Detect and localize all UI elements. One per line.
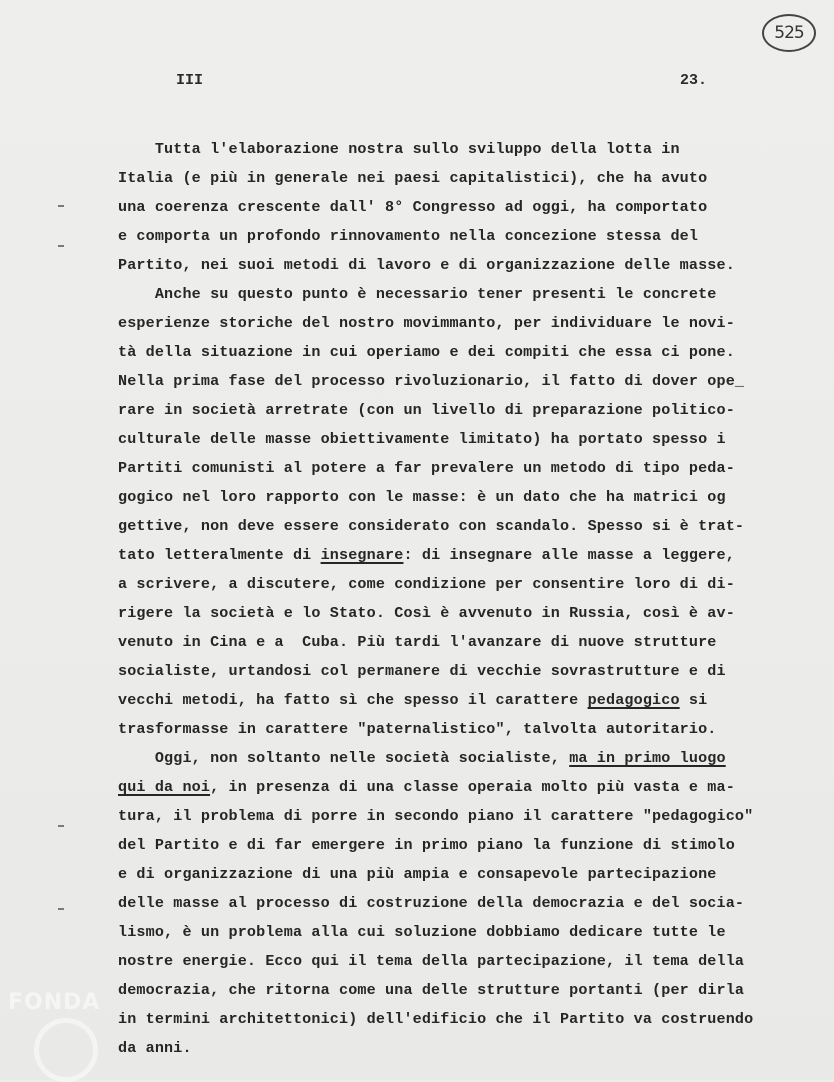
text-line: una coerenza crescente dall' 8° Congresso ad oggi, ha comportato [118, 198, 708, 216]
text-line: nostre energie. Ecco qui il tema della partecipazione, il tema della [118, 952, 745, 970]
text-line: da anni. [118, 1039, 192, 1057]
text-line: tura, il problema di porre in secondo piano il carattere "pedagogico" [118, 807, 754, 825]
typed-text-body [118, 139, 778, 1067]
text-line: esperienze storiche del nostro movimmanto, per individuare le novi- [118, 314, 735, 332]
text-line: rigere la società e lo Stato. Così è avvenuto in Russia, così è av- [118, 604, 735, 622]
text-line: Oggi, non soltanto nelle società socialiste, ma in primo luogo [118, 749, 726, 767]
text-line: e di organizzazione di una più ampia e consapevole partecipazione [118, 865, 717, 883]
watermark-logo-icon [34, 1018, 98, 1082]
underlined-phrase: ma in primo luogo [569, 749, 726, 767]
underlined-phrase: pedagogico [587, 691, 680, 709]
text-line: culturale delle masse obiettivamente limitato) ha portato spesso i [118, 430, 726, 448]
text-line: democrazia, che ritorna come una delle strutture portanti (per dirla [118, 981, 745, 999]
underlined-phrase: qui da noi [118, 778, 211, 796]
text-line: venuto in Cina e a Cuba. Più tardi l'avanzare di nuove strutture [118, 633, 717, 651]
margin-mark [58, 908, 64, 910]
text-line: rare in società arretrate (con un livello di preparazione politico- [118, 401, 735, 419]
page-number: 23. [680, 72, 708, 89]
text-line: vecchi metodi, ha fatto sì che spesso il carattere pedagogico si [118, 691, 708, 709]
text-line: del Partito e di far emergere in primo piano la funzione di stimolo [118, 836, 735, 854]
text-line: Partito, nei suoi metodi di lavoro e di organizzazione delle masse. [118, 256, 735, 274]
text-line: Anche su questo punto è necessario tener presenti le concrete [118, 285, 717, 303]
text-line: trasformasse in carattere "paternalistico", talvolta autoritario. [118, 720, 717, 738]
text-line: in termini architettonici) dell'edificio che il Partito va costruendo [118, 1010, 754, 1028]
margin-mark [58, 825, 64, 827]
text-line: qui da noi, in presenza di una classe operaia molto più vasta e ma- [118, 778, 735, 796]
text-line: tato letteralmente di insegnare: di insegnare alle masse a leggere, [118, 546, 735, 564]
text-line: Partiti comunisti al potere a far prevalere un metodo di tipo peda- [118, 459, 735, 477]
archive-page-number: 525 [762, 14, 816, 52]
archive-watermark: FONDA [8, 990, 101, 1015]
text-line: socialiste, urtandosi col permanere di vecchie sovrastrutture e di [118, 662, 726, 680]
text-line: Nella prima fase del processo rivoluzionario, il fatto di dover ope_ [118, 372, 745, 390]
margin-mark [58, 245, 64, 247]
text-line: Italia (e più in generale nei paesi capitalistici), che ha avuto [118, 169, 708, 187]
text-line: gettive, non deve essere considerato con scandalo. Spesso si è trat- [118, 517, 745, 535]
text-line: delle masse al processo di costruzione della democrazia e del socia- [118, 894, 745, 912]
text-line: tà della situazione in cui operiamo e dei compiti che essa ci pone. [118, 343, 735, 361]
underlined-phrase: insegnare [320, 546, 404, 564]
margin-mark [58, 205, 64, 207]
text-line: a scrivere, a discutere, come condizione per consentire loro di di- [118, 575, 735, 593]
text-line: lismo, è un problema alla cui soluzione dobbiamo dedicare tutte le [118, 923, 726, 941]
text-line: e comporta un profondo rinnovamento nella concezione stessa del [118, 227, 699, 245]
text-line: Tutta l'elaborazione nostra sullo sviluppo della lotta in [118, 140, 680, 158]
text-line: gogico nel loro rapporto con le masse: è un dato che ha matrici og [118, 488, 726, 506]
section-number: III [176, 72, 204, 89]
